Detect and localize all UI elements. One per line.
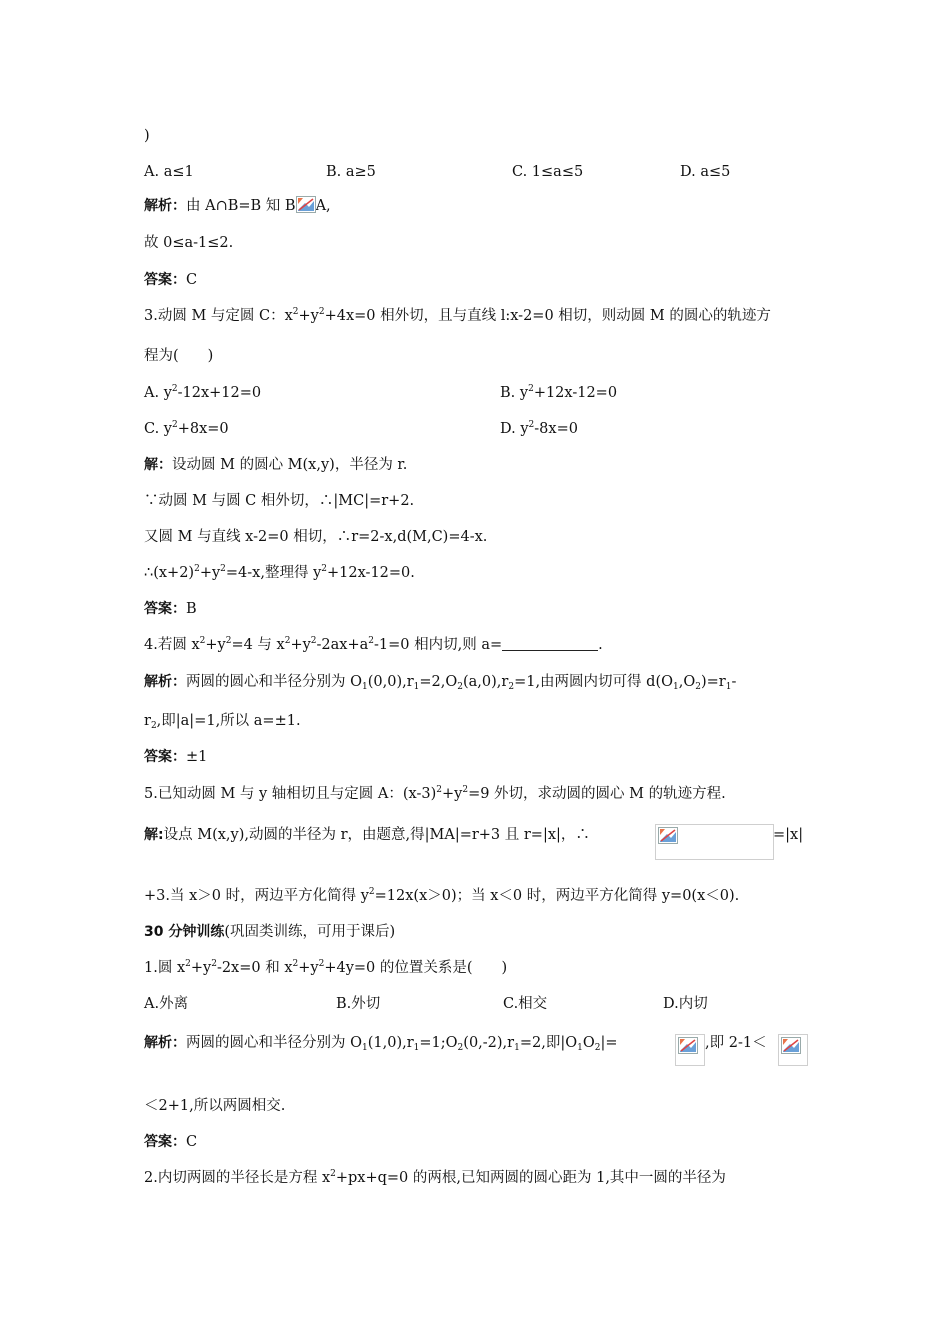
section-title: 30 分钟训练(巩固类训练，可用于课后) <box>144 924 396 940</box>
option-d: D. a≤5 <box>680 164 731 180</box>
q3-solution-line2: ∵动圆 M 与圆 C 相外切，∴|MC|=r+2. <box>144 493 415 509</box>
broken-image-icon <box>296 196 316 213</box>
t2-stem: 2.内切两圆的半径长是方程 $x^2+px+q=0$ 的两根,已知两圆的圆心距为 1,其中一圆的半径为 <box>144 1169 726 1186</box>
paren-close: ) <box>144 128 150 144</box>
answer-line <box>144 270 197 290</box>
q3-option-c: C. $y^2+8x=0$ <box>144 420 229 437</box>
q4-answer-line: 答案：±1 <box>144 749 208 765</box>
option-c: C. 1≤a≤5 <box>512 164 584 180</box>
q4-analysis-line2: $r_2$,即|a|=1,所以 a=±1. <box>144 713 301 731</box>
q3-stem-line2: 程为( ) <box>144 348 214 364</box>
q3-stem-line1: 3.动圆 M 与定圆 C：$x^2+y^2+4x=0$ 相外切，且与直线 l:x-2=0 相切，则动圆 M 的圆心的轨迹方 <box>144 307 771 324</box>
broken-image-icon <box>781 1037 801 1054</box>
q3-solution-line3: 又圆 M 与直线 x-2=0 相切，∴r=2-x,d(M,C)=4-x. <box>144 529 488 545</box>
t1-analysis-line1: 解析：两圆的圆心和半径分别为 $O_1(1,0),r_1=1;O_2(0,-2),r_1=2$,即$|O_1O_2|=$ <box>144 1035 618 1053</box>
formula-image-placeholder <box>675 1034 705 1066</box>
answer-blank[interactable] <box>502 636 598 651</box>
q5-solution-line1: 解:设点 M(x,y),动圆的半径为 r，由题意,得|MA|=r+3 且 r=|x|，∴ <box>144 827 590 843</box>
q3-option-b: B. $y^2+12x-12=0$ <box>500 384 618 401</box>
q4-analysis-line1: 解析：两圆的圆心和半径分别为 $O_1(0,0),r_1=2,O_2(a,0),r_2=1$,由两圆内切可得 $d(O_1,O_2)=r_1-$ <box>144 674 737 692</box>
t1-option-b: B.外切 <box>336 996 381 1012</box>
analysis-line-2: 故 0≤a-1≤2. <box>144 235 234 251</box>
q5-stem: 5.已知动圆 M 与 y 轴相切且与定圆 A：$(x-3)^2+y^2=9$ 外切，求动圆的圆心 M 的轨迹方程. <box>144 785 726 802</box>
t1-analysis-mid: ,即 2-1＜ <box>705 1035 767 1051</box>
solution-label: 解： <box>144 457 172 473</box>
formula-image-placeholder <box>655 824 774 860</box>
t1-option-a: A.外离 <box>144 996 189 1012</box>
t1-stem: 1.圆 $x^2+y^2-2x=0$ 和 $x^2+y^2+4y=0$ 的位置关系是( ) <box>144 959 508 976</box>
option-a: A. a≤1 <box>144 164 194 180</box>
broken-image-icon <box>658 827 678 844</box>
t1-analysis-line2: ＜2+1,所以两圆相交. <box>144 1098 286 1114</box>
q5-solution-line2: +3.当 x＞0 时，两边平方化简得 $y^2=12x(x>0)$；当 x＜0 时，两边平方化简得 y=0(x＜0). <box>144 887 740 904</box>
analysis-text: 由 A∩B=B 知 B <box>186 198 296 214</box>
q5-solution-tail: =|x| <box>773 827 804 843</box>
q4-stem: 4.若圆 $x^2+y^2=4$ 与 $x^2+y^2-2ax+a^2-1=0$ 相内切,则 a= . <box>144 636 603 653</box>
q3-solution-line4: $\therefore(x+2)^2+y^2=4-x$,整理得 $y^2+12x-12=0$. <box>144 564 415 581</box>
option-b: B. a≥5 <box>326 164 376 180</box>
analysis-label: 解析： <box>144 198 186 214</box>
answer-label: 答案： <box>144 272 186 288</box>
q3-answer-line: 答案：B <box>144 601 197 617</box>
q3-option-a: A. $y^2-12x+12=0$ <box>144 384 262 401</box>
t1-answer-line: 答案：C <box>144 1134 198 1150</box>
analysis-text-tail: A, <box>315 198 331 214</box>
q3-solution-line1: 解：设动圆 M 的圆心 M(x,y)，半径为 r. <box>144 457 408 473</box>
q3-option-d: D. $y^2-8x=0$ <box>500 420 578 437</box>
t1-option-c: C.相交 <box>503 996 548 1012</box>
broken-image-icon <box>678 1037 698 1054</box>
formula-image-placeholder <box>778 1034 808 1066</box>
t1-option-d: D.内切 <box>663 996 708 1012</box>
analysis-line <box>144 196 331 216</box>
answer-value: C <box>186 272 198 288</box>
